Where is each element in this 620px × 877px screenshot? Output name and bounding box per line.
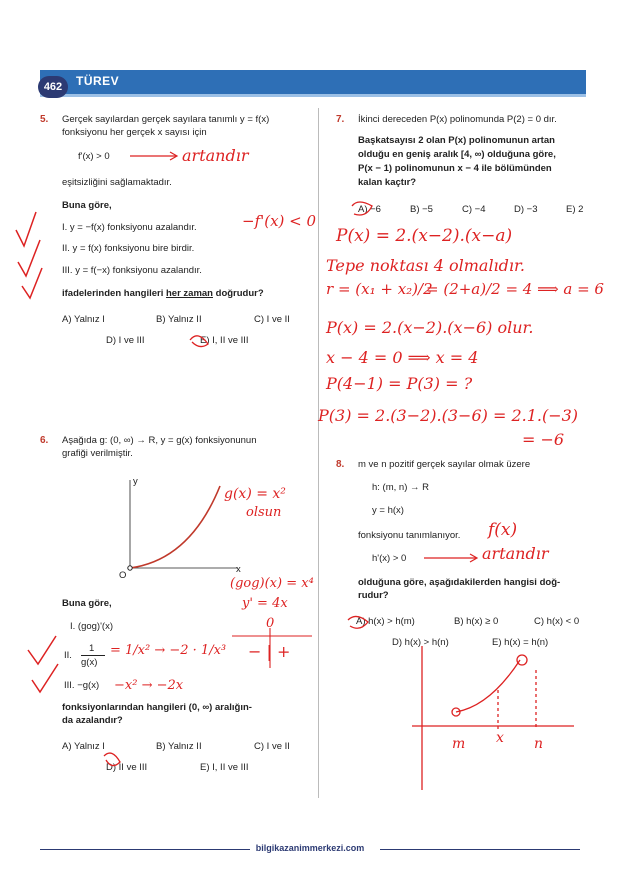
q6-option-d: D) II ve III	[106, 762, 148, 773]
q6-item3: III. −g(x)	[64, 680, 100, 691]
q8-line4: fonksiyonu tanımlanıyor.	[358, 530, 461, 541]
q6-axis-y: y	[133, 476, 138, 487]
q8-option-a: A) h(x) > h(m)	[356, 616, 415, 627]
q7-hw-l7: P(3) = 2.(3−2).(3−6) = 2.1.(−3)	[318, 406, 579, 425]
q5-buna: Buna göre,	[62, 200, 112, 211]
q6-ask1: fonksiyonlarından hangileri (0, ∞) aralığın-	[62, 702, 252, 713]
q6-open-point	[128, 566, 132, 570]
q5-option-e: E) I, II ve III	[200, 335, 249, 346]
q6-number: 6.	[40, 435, 49, 446]
q5-question-underlined: her zaman	[166, 288, 213, 299]
q6-hw-sign: − | +	[248, 642, 291, 661]
q7-option-e: E) 2	[566, 204, 584, 215]
q6-hw-g2: olsun	[246, 505, 282, 520]
q8-ask1: olduğuna göre, aşağıdakilerden hangisi doğ-	[358, 577, 561, 588]
q8-hw-fx: f(x)	[488, 520, 518, 540]
q5-item2: II. y = f(x) fonksiyonu bire birdir.	[62, 243, 195, 254]
q6-item1: I. (gog)'(x)	[70, 621, 113, 632]
q5-option-c: C) I ve II	[254, 314, 290, 325]
q8-sketch-open-n	[517, 655, 527, 665]
check-mark-icon	[16, 212, 36, 246]
check-mark-icon	[28, 636, 56, 664]
q5-option-b: B) Yalnız II	[156, 314, 202, 325]
q8-option-b: B) h(x) ≥ 0	[454, 616, 499, 627]
q5-option-a: A) Yalnız I	[62, 314, 105, 325]
q6-hw-zero: 0	[266, 616, 275, 631]
q6-hw-yprime: y' = 4x	[242, 596, 288, 611]
q5-hw-derivative: −f'(x) < 0	[242, 212, 317, 230]
q5-line1: Gerçek sayılardan gerçek sayılara tanımlı y = f(x)	[62, 114, 270, 125]
q5-number: 5.	[40, 114, 49, 125]
q7-option-c: C) −4	[462, 204, 486, 215]
q8-hw-artandir: artandır	[482, 544, 549, 563]
q7-b1: Başkatsayısı 2 olan P(x) polinomunun artan	[358, 135, 555, 146]
q7-hw-l4: P(x) = 2.(x−2).(x−6) olur.	[326, 318, 534, 337]
q5-option-d: D) I ve III	[106, 335, 145, 346]
q6-hw-ii-work: = 1/x² → −2 · 1/x³	[110, 643, 227, 658]
q8-hw-x: x	[496, 730, 504, 746]
check-mark-icon	[22, 268, 42, 298]
page-number: 462	[38, 76, 68, 98]
q5-line2: fonksiyonu her gerçek x sayısı için	[62, 127, 207, 138]
q7-option-b: B) −5	[410, 204, 433, 215]
q8-line1: m ve n pozitif gerçek sayılar olmak üzere	[358, 459, 531, 470]
q7-hw-l6: P(4−1) = P(3) = ?	[326, 374, 473, 393]
q5-question-pre: ifadelerinden hangileri	[62, 288, 166, 299]
q5-inequality: f'(x) > 0	[78, 151, 110, 162]
q8-hw-arrow	[424, 554, 477, 562]
q5-line3: eşitsizliğini sağlamaktadır.	[62, 177, 172, 188]
q8-ask2: rudur?	[358, 590, 389, 601]
q7-answer-mark	[352, 202, 372, 215]
q6-axis-x: x	[236, 564, 241, 575]
q8-number: 8.	[336, 459, 345, 470]
q6-curve	[130, 486, 220, 568]
q7-b3: P(x − 1) polinomunun x − 4 ile bölümünden	[358, 163, 552, 174]
q8-answer-mark	[348, 616, 368, 628]
chapter-title: TÜREV	[76, 74, 120, 88]
q6-option-c: C) I ve II	[254, 741, 290, 752]
q7-hw-l3b: = (2+a)/2 = 4 ⟹ a = 6	[426, 280, 604, 298]
q7-line1: İkinci dereceden P(x) polinomunda P(2) = 0 dır.	[358, 114, 557, 125]
q7-b4: kalan kaçtır?	[358, 177, 417, 188]
q6-buna: Buna göre,	[62, 598, 112, 609]
check-mark-icon	[18, 240, 40, 276]
footer-site: bilgikazanimmerkezi.com	[255, 843, 365, 853]
q6-hw-gog: (gog)(x) = x⁴	[230, 576, 314, 591]
q7-hw-l8: = −6	[522, 430, 565, 449]
q8-line3: y = h(x)	[372, 505, 404, 516]
q8-option-c: C) h(x) < 0	[534, 616, 580, 627]
q7-hw-l3a: r = (x₁ + x₂)/2	[326, 280, 433, 298]
q7-hw-l2: Tepe noktası 4 olmalıdır.	[326, 256, 526, 275]
q5-answer-mark	[190, 336, 208, 347]
q5-item1: I. y = −f(x) fonksiyonu azalandır.	[62, 222, 197, 233]
q8-inequality: h'(x) > 0	[372, 553, 407, 564]
q7-option-d: D) −3	[514, 204, 538, 215]
q6-hw-g1: g(x) = x²	[224, 486, 286, 502]
q8-sketch-curve	[456, 660, 520, 712]
q6-item2-den: g(x)	[81, 657, 98, 668]
q8-hw-sketch	[412, 646, 574, 790]
q8-hw-m: m	[452, 736, 466, 752]
q8-option-e: E) h(x) = h(n)	[492, 637, 549, 648]
q6-option-b: B) Yalnız II	[156, 741, 202, 752]
q6-graph	[128, 480, 238, 570]
q6-answer-mark	[104, 753, 120, 765]
q7-hw-l5: x − 4 = 0 ⟹ x = 4	[326, 348, 479, 367]
q7-option-a: A) −6	[358, 204, 381, 215]
q5-question-post: doğrudur?	[213, 288, 264, 299]
q6-item2-num: 1	[89, 643, 95, 654]
q8-option-d: D) h(x) > h(n)	[392, 637, 449, 648]
q6-sign-table	[232, 628, 312, 668]
q6-option-a: A) Yalnız I	[62, 741, 105, 752]
q5-hw-artandir: artandır	[182, 146, 249, 165]
q6-origin: O	[119, 570, 127, 581]
q7-hw-l1: P(x) = 2.(x−2).(x−a)	[336, 226, 513, 246]
q5-item3: III. y = f(−x) fonksiyonu azalandır.	[62, 265, 202, 276]
q8-line2: h: (m, n) → R	[372, 482, 430, 493]
q6-option-e: E) I, II ve III	[200, 762, 249, 773]
q5-hw-arrow	[130, 152, 177, 160]
q5-checkmarks	[16, 212, 42, 298]
q6-line2: grafiği verilmiştir.	[62, 448, 133, 459]
q6-line1: Aşağıda g: (0, ∞) → R, y = g(x) fonksiyonunun	[62, 435, 257, 446]
check-mark-icon	[32, 664, 58, 692]
q7-b2: olduğu en geniş aralık [4, ∞) olduğuna göre,	[358, 149, 556, 160]
q6-checkmarks	[28, 636, 58, 692]
q6-item2-label: II.	[64, 650, 72, 661]
q6-hw-iii-work: −x² → −2x	[114, 678, 184, 693]
q8-hw-n: n	[534, 736, 544, 752]
q7-number: 7.	[336, 114, 345, 125]
q6-ask2: da azalandır?	[62, 715, 123, 726]
